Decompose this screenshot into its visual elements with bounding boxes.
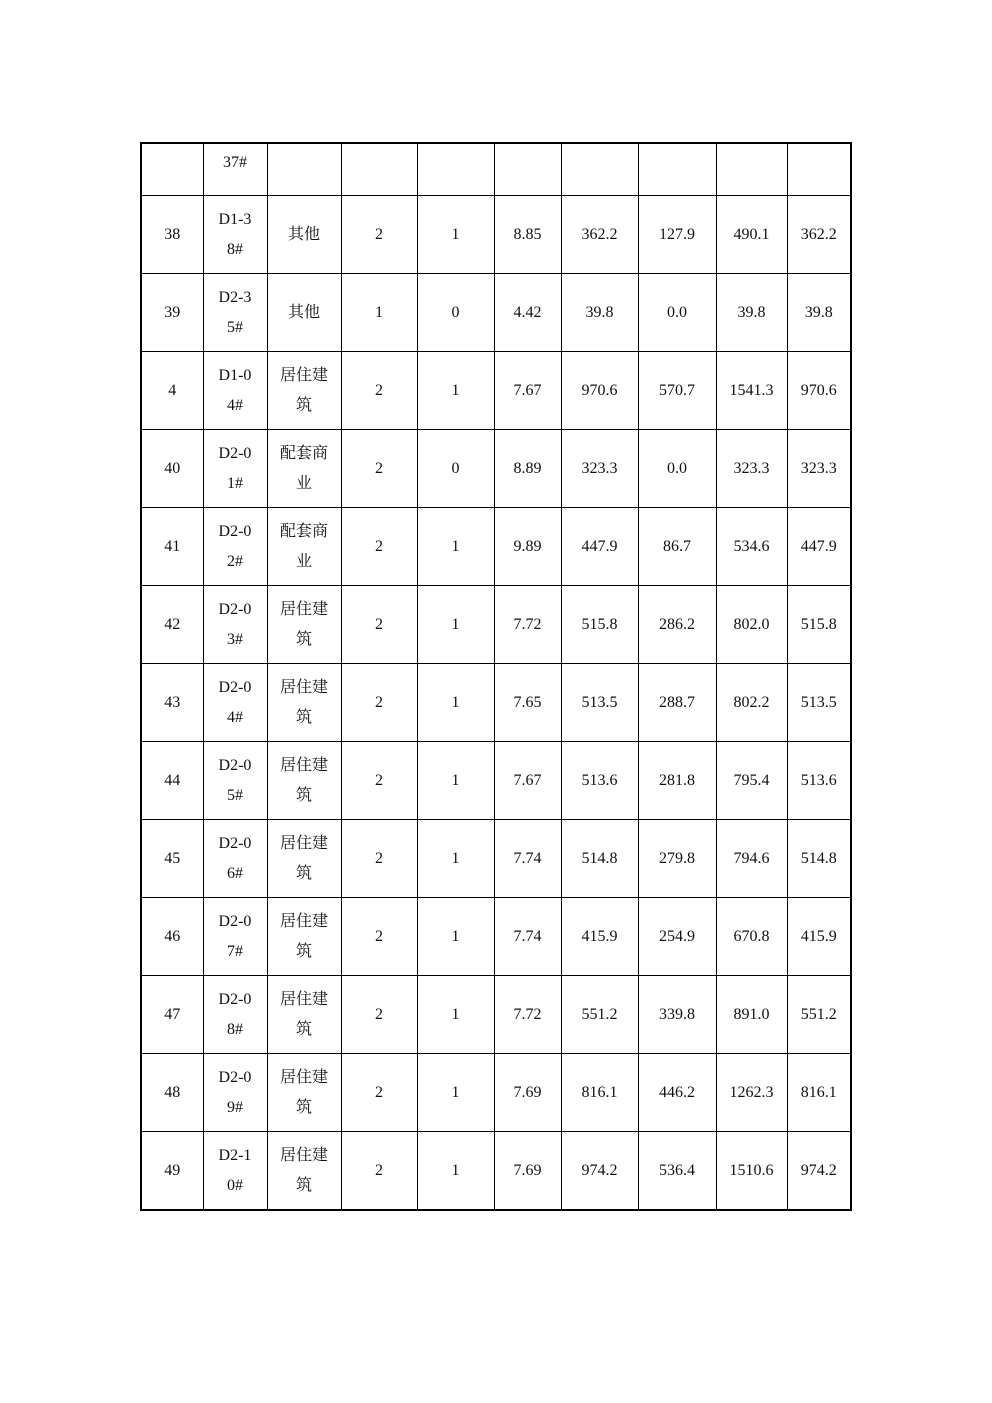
col7-cell: 970.6 (561, 352, 638, 430)
seq-cell: 39 (141, 274, 203, 352)
col8-cell (638, 143, 716, 196)
col6-cell: 7.65 (494, 664, 561, 742)
seq-cell: 4 (141, 352, 203, 430)
building-cell (203, 586, 267, 664)
col9-cell: 802.2 (716, 664, 787, 742)
building-id: D2-06# (218, 834, 252, 882)
col8-cell: 86.7 (638, 508, 716, 586)
building-type: 居住建筑 (279, 600, 328, 648)
col6-cell: 7.67 (494, 742, 561, 820)
col7-cell: 816.1 (561, 1054, 638, 1132)
col9-cell: 795.4 (716, 742, 787, 820)
col10-cell: 323.3 (787, 430, 851, 508)
col7-cell (561, 143, 638, 196)
col6-cell: 7.72 (494, 976, 561, 1054)
type-cell (267, 352, 341, 430)
col4-cell: 2 (341, 196, 417, 274)
building-cell (203, 196, 267, 274)
col9-cell: 891.0 (716, 976, 787, 1054)
col4-cell: 2 (341, 742, 417, 820)
col4-cell (341, 143, 417, 196)
seq-cell: 44 (141, 742, 203, 820)
col6-cell: 7.74 (494, 820, 561, 898)
type-cell (267, 1054, 341, 1132)
building-id: D2-07# (218, 912, 252, 960)
col8-cell: 0.0 (638, 430, 716, 508)
col5-cell: 0 (417, 430, 494, 508)
col5-cell: 1 (417, 1132, 494, 1211)
col7-cell: 513.6 (561, 742, 638, 820)
building-type: 居住建筑 (279, 1146, 328, 1194)
col4-cell: 2 (341, 586, 417, 664)
seq-cell (141, 143, 203, 196)
type-cell (267, 742, 341, 820)
col6-cell: 7.74 (494, 898, 561, 976)
col5-cell: 0 (417, 274, 494, 352)
col5-cell: 1 (417, 508, 494, 586)
col4-cell: 2 (341, 820, 417, 898)
col7-cell: 39.8 (561, 274, 638, 352)
building-cell (203, 664, 267, 742)
col6-cell: 8.89 (494, 430, 561, 508)
col5-cell: 1 (417, 898, 494, 976)
col4-cell: 2 (341, 898, 417, 976)
building-id: D2-09# (218, 1068, 252, 1116)
col6-cell: 7.69 (494, 1054, 561, 1132)
table-row (141, 820, 851, 898)
table-row (141, 352, 851, 430)
col8-cell: 254.9 (638, 898, 716, 976)
building-type: 居住建筑 (279, 834, 328, 882)
col10-cell: 970.6 (787, 352, 851, 430)
type-cell (267, 1132, 341, 1211)
col7-cell: 362.2 (561, 196, 638, 274)
col7-cell: 551.2 (561, 976, 638, 1054)
building-cell (203, 508, 267, 586)
table-body (141, 143, 851, 1210)
building-type: 居住建筑 (279, 678, 328, 726)
col8-cell: 536.4 (638, 1132, 716, 1211)
col9-cell: 1262.3 (716, 1054, 787, 1132)
col9-cell: 802.0 (716, 586, 787, 664)
type-cell (267, 508, 341, 586)
building-type: 配套商业 (279, 522, 328, 570)
seq-cell: 49 (141, 1132, 203, 1211)
seq-cell: 45 (141, 820, 203, 898)
seq-cell: 40 (141, 430, 203, 508)
col8-cell: 288.7 (638, 664, 716, 742)
col7-cell: 447.9 (561, 508, 638, 586)
type-cell (267, 274, 341, 352)
col10-cell: 39.8 (787, 274, 851, 352)
col10-cell: 513.6 (787, 742, 851, 820)
type-cell (267, 430, 341, 508)
col6-cell: 7.69 (494, 1132, 561, 1211)
col4-cell: 2 (341, 352, 417, 430)
col9-cell: 1541.3 (716, 352, 787, 430)
seq-cell: 38 (141, 196, 203, 274)
col4-cell: 2 (341, 430, 417, 508)
col5-cell: 1 (417, 976, 494, 1054)
col10-cell: 515.8 (787, 586, 851, 664)
col6-cell: 7.72 (494, 586, 561, 664)
building-id: D2-02# (218, 522, 252, 570)
building-type: 配套商业 (279, 444, 328, 492)
building-type: 居住建筑 (279, 1068, 328, 1116)
col10-cell: 816.1 (787, 1054, 851, 1132)
col5-cell: 1 (417, 742, 494, 820)
col4-cell: 2 (341, 976, 417, 1054)
building-type: 居住建筑 (279, 366, 328, 414)
col7-cell: 323.3 (561, 430, 638, 508)
building-cell (203, 1132, 267, 1211)
col6-cell: 9.89 (494, 508, 561, 586)
col5-cell: 1 (417, 1054, 494, 1132)
building-id: D2-10# (218, 1146, 252, 1194)
table-row (141, 664, 851, 742)
col5-cell: 1 (417, 352, 494, 430)
col6-cell: 8.85 (494, 196, 561, 274)
seq-cell: 47 (141, 976, 203, 1054)
building-cell (203, 274, 267, 352)
type-cell (267, 820, 341, 898)
col10-cell: 415.9 (787, 898, 851, 976)
table-row (141, 274, 851, 352)
table-row (141, 586, 851, 664)
building-cell (203, 742, 267, 820)
table-row (141, 1132, 851, 1211)
col7-cell: 515.8 (561, 586, 638, 664)
building-id: D2-03# (218, 600, 252, 648)
seq-cell: 42 (141, 586, 203, 664)
col9-cell: 323.3 (716, 430, 787, 508)
col6-cell: 7.67 (494, 352, 561, 430)
col8-cell: 281.8 (638, 742, 716, 820)
table-row (141, 976, 851, 1054)
building-type: 居住建筑 (279, 990, 328, 1038)
table-row (141, 430, 851, 508)
seq-cell: 41 (141, 508, 203, 586)
col7-cell: 415.9 (561, 898, 638, 976)
building-id: D1-38# (218, 210, 252, 258)
col9-cell: 1510.6 (716, 1132, 787, 1211)
col8-cell: 0.0 (638, 274, 716, 352)
col8-cell: 339.8 (638, 976, 716, 1054)
col7-cell: 513.5 (561, 664, 638, 742)
type-cell (267, 196, 341, 274)
building-id: D2-01# (218, 444, 252, 492)
col9-cell: 490.1 (716, 196, 787, 274)
col4-cell: 2 (341, 664, 417, 742)
table-row-continuation (141, 143, 851, 196)
col10-cell: 447.9 (787, 508, 851, 586)
col8-cell: 570.7 (638, 352, 716, 430)
type-cell (267, 976, 341, 1054)
data-table (140, 142, 852, 1211)
col10-cell: 551.2 (787, 976, 851, 1054)
building-type: 居住建筑 (279, 912, 328, 960)
seq-cell: 43 (141, 664, 203, 742)
col10-cell: 513.5 (787, 664, 851, 742)
type-cell (267, 898, 341, 976)
table-row (141, 196, 851, 274)
seq-cell: 48 (141, 1054, 203, 1132)
col5-cell: 1 (417, 586, 494, 664)
table-row (141, 1054, 851, 1132)
col6-cell: 4.42 (494, 274, 561, 352)
building-id: D2-05# (218, 756, 252, 804)
col10-cell: 974.2 (787, 1132, 851, 1211)
building-cell (203, 898, 267, 976)
building-type: 居住建筑 (279, 756, 328, 804)
building-cell (203, 1054, 267, 1132)
col9-cell: 794.6 (716, 820, 787, 898)
col8-cell: 279.8 (638, 820, 716, 898)
col7-cell: 974.2 (561, 1132, 638, 1211)
col6-cell (494, 143, 561, 196)
building-type: 其他 (287, 225, 320, 243)
building-cell (203, 430, 267, 508)
col5-cell: 1 (417, 664, 494, 742)
building-cell (203, 976, 267, 1054)
col7-cell: 514.8 (561, 820, 638, 898)
col10-cell (787, 143, 851, 196)
col10-cell: 514.8 (787, 820, 851, 898)
building-cell (203, 352, 267, 430)
col8-cell: 286.2 (638, 586, 716, 664)
type-cell (267, 664, 341, 742)
col8-cell: 446.2 (638, 1054, 716, 1132)
type-cell (267, 586, 341, 664)
building-cell (203, 820, 267, 898)
building-id: D1-04# (218, 366, 252, 414)
table-row (141, 742, 851, 820)
building-type: 其他 (287, 303, 320, 321)
col5-cell (417, 143, 494, 196)
col4-cell: 2 (341, 1054, 417, 1132)
building-id: D2-08# (218, 990, 252, 1038)
building-id: D2-04# (218, 678, 252, 726)
col10-cell: 362.2 (787, 196, 851, 274)
building-cell: 37# (203, 143, 267, 196)
col4-cell: 2 (341, 1132, 417, 1211)
col9-cell: 534.6 (716, 508, 787, 586)
table-row (141, 898, 851, 976)
col9-cell: 670.8 (716, 898, 787, 976)
table-row (141, 508, 851, 586)
col4-cell: 2 (341, 508, 417, 586)
col4-cell: 1 (341, 274, 417, 352)
col5-cell: 1 (417, 196, 494, 274)
seq-cell: 46 (141, 898, 203, 976)
type-cell (267, 143, 341, 196)
col5-cell: 1 (417, 820, 494, 898)
col9-cell: 39.8 (716, 274, 787, 352)
building-id: D2-35# (218, 288, 252, 336)
col9-cell (716, 143, 787, 196)
col8-cell: 127.9 (638, 196, 716, 274)
